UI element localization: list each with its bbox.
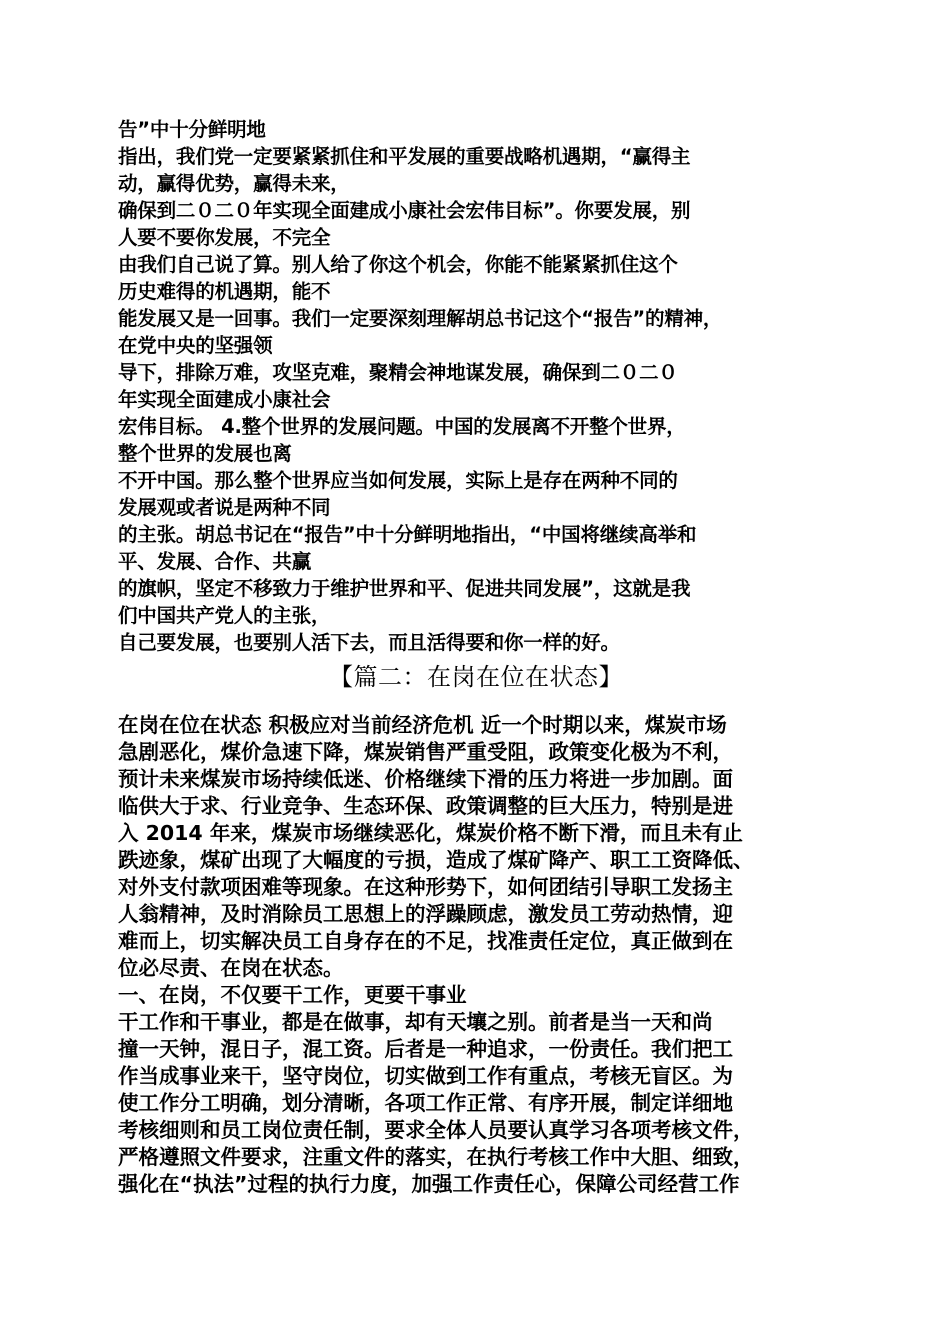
text-line: 强化在“执法”过程的执行力度，加强工作责任心，保障公司经营工作 [118,1172,740,1196]
text-line: 作当成事业来干，坚守岗位，切实做到工作有重点，考核无盲区。为 [118,1064,733,1088]
text-line: 的旗帜，坚定不移致力于维护世界和平、促进共同发展”，这就是我 [118,577,691,600]
text-line: 急剧恶化，煤价急速下降，煤炭销售严重受阻，政策变化极为不利， [118,740,733,764]
text-line: 干工作和干事业，都是在做事，却有天壤之别。前者是当一天和尚 [118,1010,713,1034]
text-line: 使工作分工明确，划分清晰，各项工作正常、有序开展，制定详细地 [118,1091,733,1115]
subsection-heading: 一、在岗，不仅要干工作，更要干事业 [118,983,467,1007]
text-line: 宏伟目标。 4.整个世界的发展问题。中国的发展离不开整个世界， [118,415,686,438]
text-line: 整个世界的发展也离 [118,442,292,465]
text-line: 预计未来煤炭市场持续低迷、价格继续下滑的压力将进一步加剧。面 [118,767,733,791]
text-line: 人翁精神，及时消除员工思想上的浮躁顾虑，激发员工劳动热情，迎 [118,902,733,926]
text-line: 跌迹象，煤矿出现了大幅度的亏损，造成了煤矿降产、职工工资降低、 [118,848,754,872]
text-line: 位必尽责、在岗在状态。 [118,956,344,980]
text-line: 入 2014 年来，煤炭市场继续恶化，煤炭价格不断下滑，而且未有止 [118,821,743,845]
text-line: 们中国共产党人的主张， [118,604,331,627]
text-line: 平、发展、合作、共赢 [118,550,312,573]
text-line: 发展观或者说是两种不同 [118,496,331,519]
text-line: 难而上，切实解决员工自身存在的不足，找准责任定位，真正做到在 [118,929,733,953]
text-line: 严格遵照文件要求，注重文件的落实，在执行考核工作中大胆、细致， [118,1145,754,1169]
text-line: 自己要发展，也要别人活下去，而且活得要和你一样的好。 [118,631,620,654]
text-line: 在岗在位在状态 积极应对当前经济危机 近一个时期以来，煤炭市场 [118,713,727,737]
text-line: 的主张。胡总书记在“报告”中十分鲜明地指出，“中国将继续高举和 [118,523,697,546]
document-page [118,116,834,1198]
text-line: 考核细则和员工岗位责任制，要求全体人员要认真学习各项考核文件， [118,1118,754,1142]
text-line: 告”中十分鲜明地 [118,118,266,141]
text-line: 撞一天钟，混日子，混工资。后者是一种追求，一份责任。我们把工 [118,1037,733,1061]
text-line: 临供大于求、行业竞争、生态环保、政策调整的巨大压力，特别是进 [118,794,733,818]
text-line: 不开中国。那么整个世界应当如何发展，实际上是存在两种不同的 [118,469,678,492]
section1-body [118,116,834,656]
text-line: 导下，排除万难，攻坚克难，聚精会神地谋发展，确保到二０二０ [118,361,678,384]
text-line: 历史难得的机遇期，能不 [118,280,331,303]
text-line: 由我们自己说了算。别人给了你这个机会，你能不能紧紧抓住这个 [118,253,678,276]
section2-body [118,712,834,1198]
text-line: 人要不要你发展，不完全 [118,226,331,249]
text-line: 动，赢得优势，赢得未来， [118,172,350,195]
section-heading: 【篇二：在岗在位在状态】 [329,663,623,691]
text-line: 对外支付款项困难等现象。在这种形势下，如何团结引导职工发扬主 [118,875,733,899]
text-line: 指出，我们党一定要紧紧抓住和平发展的重要战略机遇期，“赢得主 [118,145,691,168]
text-line: 确保到二０二０年实现全面建成小康社会宏伟目标”。你要发展，别 [118,199,691,222]
text-line: 年实现全面建成小康社会 [118,388,331,411]
text-line: 在党中央的坚强领 [118,334,273,357]
text-line: 能发展又是一回事。我们一定要深刻理解胡总书记这个“报告”的精神， [118,307,723,330]
